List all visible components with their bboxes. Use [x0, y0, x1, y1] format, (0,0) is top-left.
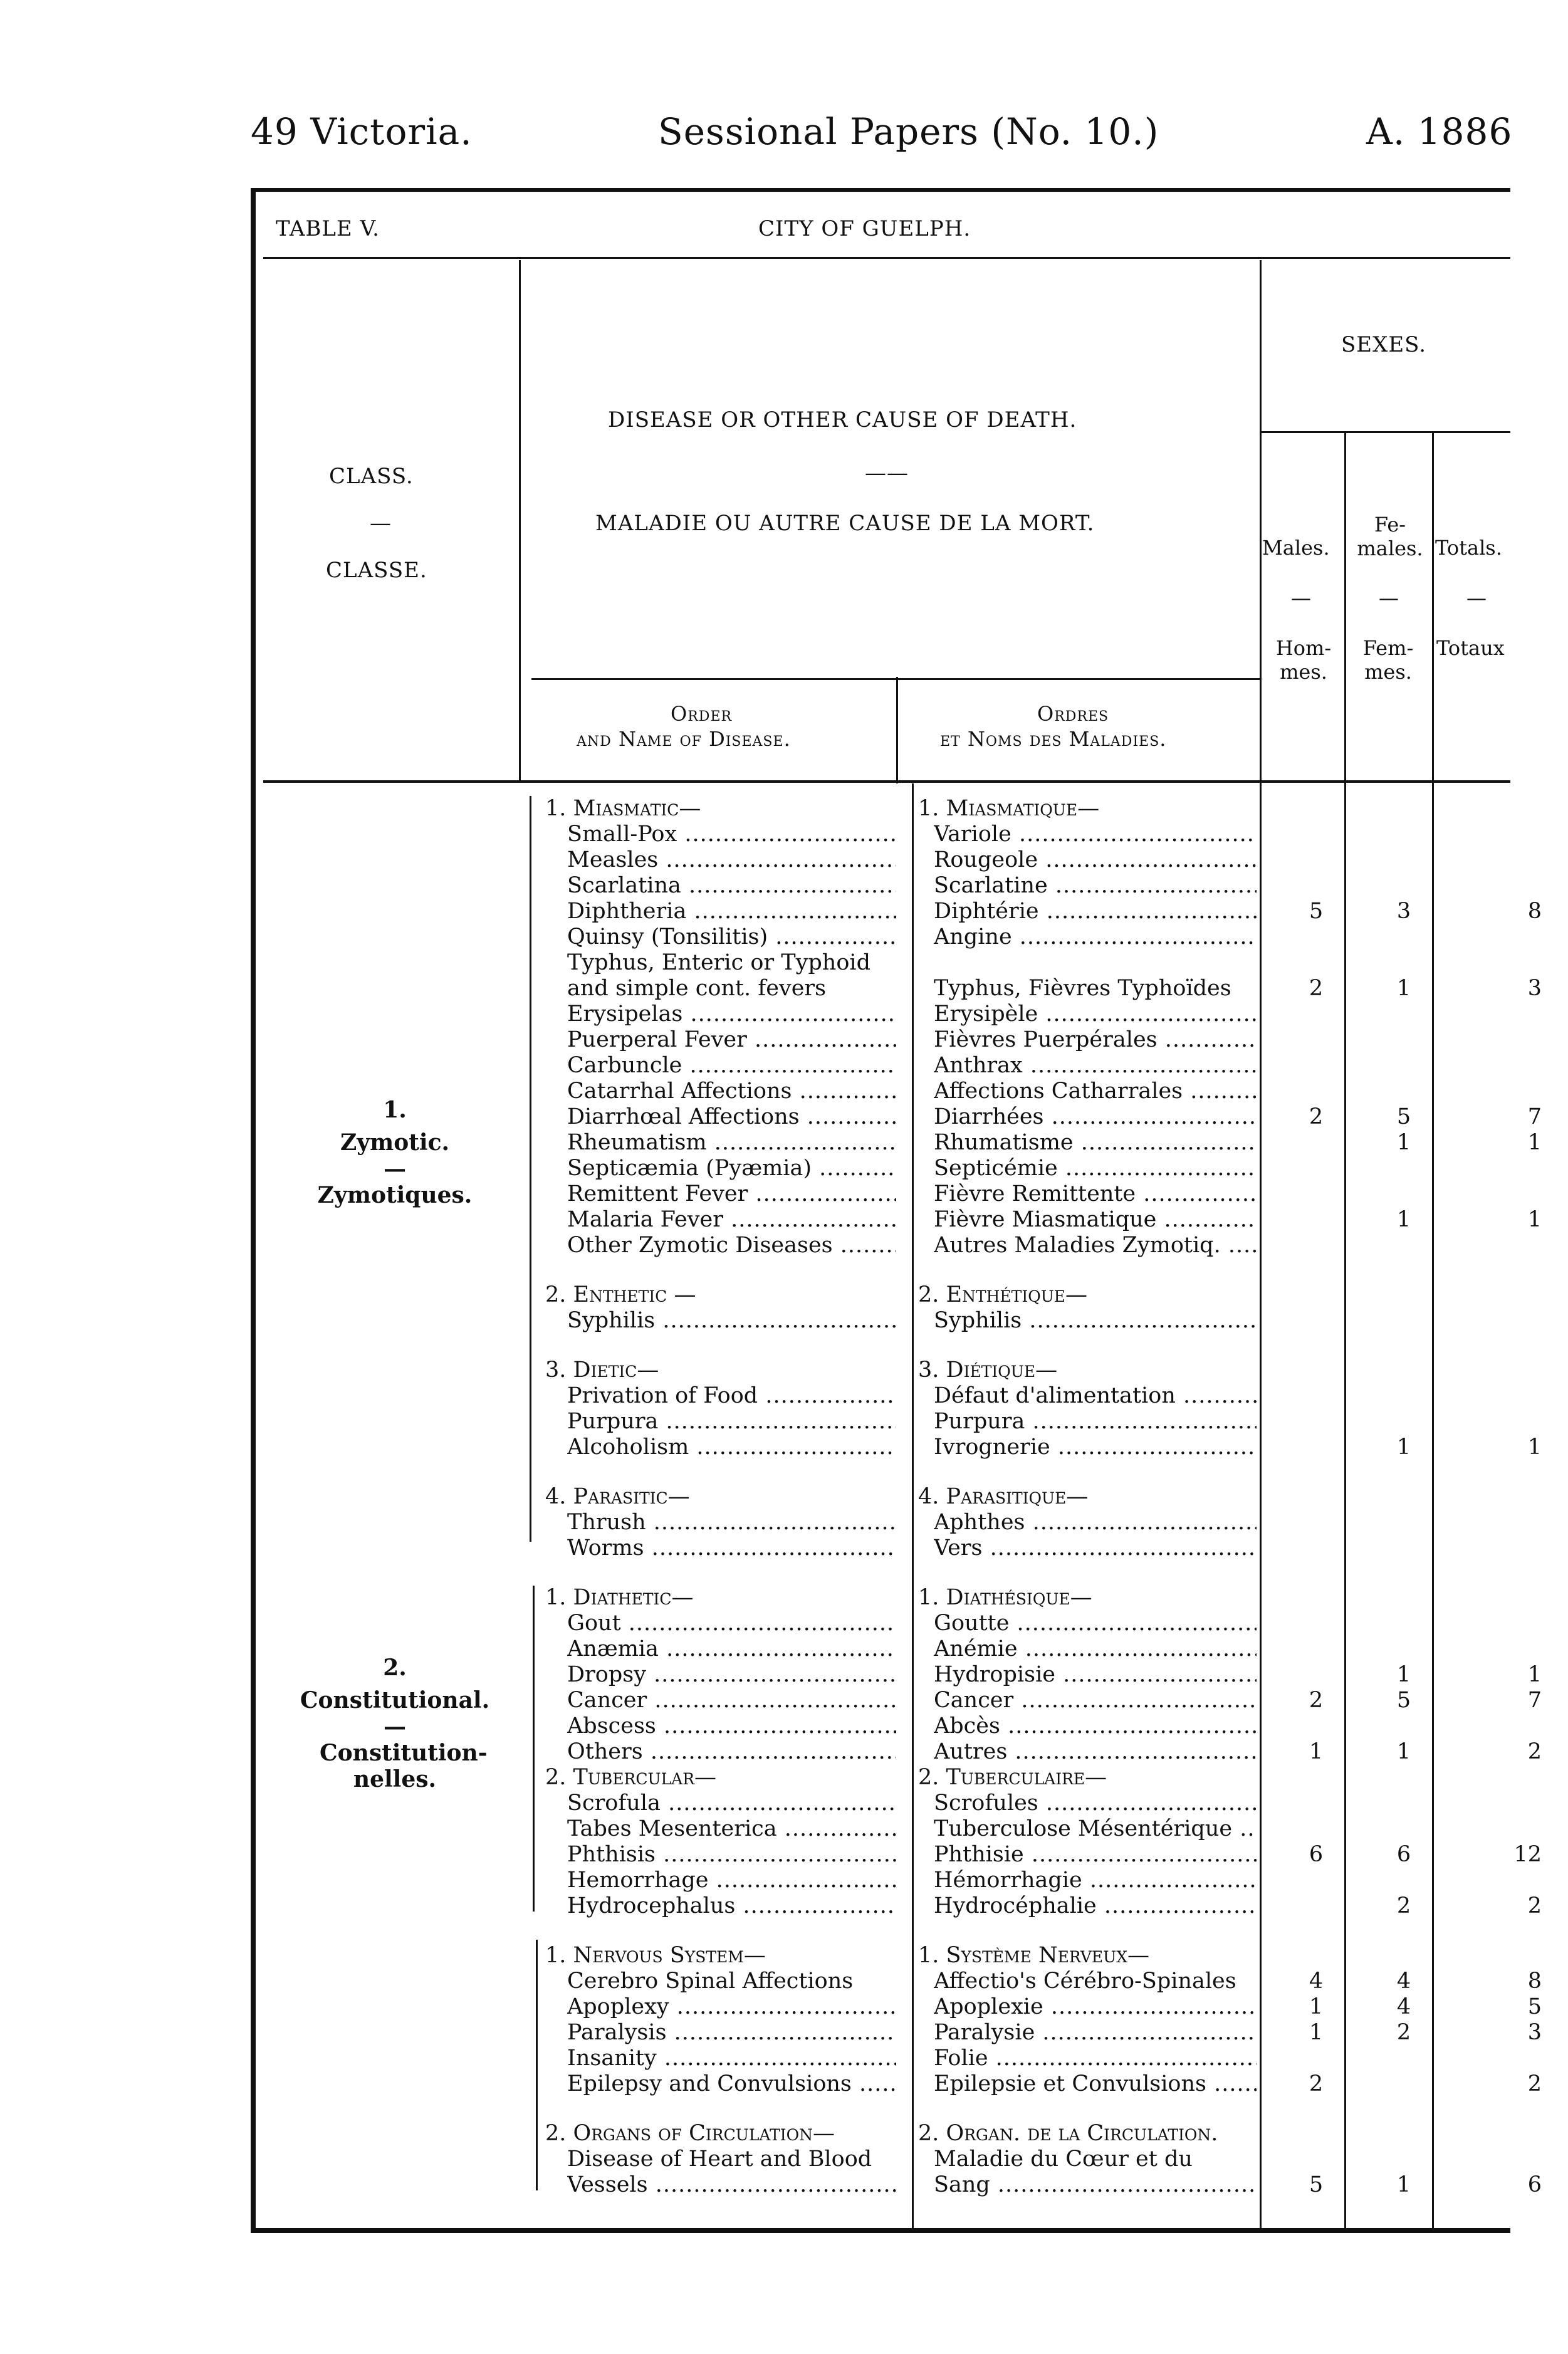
males-dash: —: [1291, 586, 1311, 610]
totals-header: Totals.: [1435, 536, 1502, 560]
group-row: [0, 796, 1567, 822]
males-count: 1: [1309, 1994, 1324, 2019]
disease-name-en: Others .....: [567, 1739, 896, 1765]
disease-name-fr: Folie .....: [934, 2046, 1257, 2071]
table-row: [0, 1636, 1567, 1662]
group-row: [0, 1585, 1567, 1611]
table-row: [0, 1207, 1567, 1233]
bottom-rule: [251, 2228, 1510, 2233]
disease-name-en: Puerperal Fever .....: [567, 1027, 896, 1053]
females-count: 1: [1396, 2172, 1411, 2197]
females-count: 1: [1396, 976, 1411, 1001]
females-count: 3: [1396, 899, 1411, 924]
females-dash: —: [1379, 586, 1399, 610]
disease-name-fr: Hydrocéphalie .....: [934, 1893, 1257, 1919]
totals-count: 8: [1527, 899, 1542, 924]
disease-name-fr: Goutte .....: [934, 1611, 1257, 1636]
disease-name-fr: Typhus, Fièvres Typhoïdes: [934, 976, 1231, 1001]
sexes-header: SEXES.: [1341, 332, 1427, 357]
disease-name-en: 2. Tubercular—: [545, 1765, 717, 1790]
totals-count: 1: [1527, 1662, 1542, 1687]
females-count: 2: [1396, 2020, 1411, 2045]
totals-count: 6: [1527, 2172, 1542, 2197]
disease-name-en: Cancer .....: [567, 1688, 896, 1713]
disease-name-fr: Scarlatine .....: [934, 873, 1257, 899]
class-1-dash: —: [384, 1156, 406, 1182]
table-label: TABLE V.: [276, 216, 380, 241]
disease-name-fr: Syphilis .....: [934, 1308, 1257, 1334]
females-header: Fe- males.: [1357, 513, 1423, 560]
disease-name-en: Malaria Fever .....: [567, 1207, 896, 1233]
table-row: [0, 1842, 1567, 1868]
disease-name-fr: 3. Diétique—: [918, 1357, 1058, 1383]
males-count: 1: [1309, 1739, 1324, 1764]
disease-name-fr: Diphtérie .....: [934, 899, 1257, 924]
disease-name-en: Phthisis .....: [567, 1842, 896, 1868]
top-rule: [251, 188, 1510, 192]
table-row: [0, 950, 1567, 976]
totals-dash: —: [1466, 586, 1487, 610]
disease-name-fr: Sang .....: [934, 2172, 1257, 2198]
disease-name-fr: Diarrhées .....: [934, 1104, 1257, 1130]
disease-name-fr: 1. Système Nerveux—: [918, 1943, 1150, 1968]
disease-name-fr: Phthisie .....: [934, 1842, 1257, 1868]
disease-header-dash: ——: [865, 461, 909, 486]
table-row: [0, 1611, 1567, 1636]
table-row: [0, 1535, 1567, 1561]
table-row: [0, 1079, 1567, 1104]
table-row: [0, 924, 1567, 950]
disease-name-en: 2. Organs of Circulation—: [545, 2121, 835, 2146]
disease-name-fr: Erysipèle .....: [934, 1002, 1257, 1027]
table-row: [0, 1233, 1567, 1258]
totals-count: 8: [1527, 1969, 1542, 1994]
table-row: [0, 1994, 1567, 2020]
table-row: [0, 1130, 1567, 1156]
disease-name-en: Typhus, Enteric or Typhoid: [567, 950, 871, 975]
disease-name-fr: Apoplexie .....: [934, 1994, 1257, 2020]
disease-name-fr: Autres Maladies Zymotiq. .....: [934, 1233, 1257, 1258]
males-count: 1: [1309, 2020, 1324, 2045]
table-row: [0, 1969, 1567, 1994]
disease-name-fr: Scrofules .....: [934, 1791, 1257, 1816]
disease-name-en: Privation of Food .....: [567, 1383, 896, 1409]
disease-name-en: Carbuncle .....: [567, 1053, 896, 1079]
class-2-fr: Constitution- nelles.: [320, 1740, 488, 1792]
disease-name-fr: Purpura .....: [934, 1409, 1257, 1435]
table-row: [0, 1435, 1567, 1460]
table-row: [0, 1662, 1567, 1688]
totals-count: 1: [1527, 1130, 1542, 1155]
disease-name-en: Alcoholism .....: [567, 1435, 896, 1460]
disease-name-en: Scarlatina .....: [567, 873, 896, 899]
class-1-num: 1.: [383, 1097, 407, 1123]
table-row: [0, 1308, 1567, 1334]
disease-name-en: Septicæmia (Pyæmia) .....: [567, 1156, 896, 1181]
males-count: 4: [1309, 1969, 1324, 1994]
totals-count: 3: [1527, 976, 1542, 1001]
disease-name-en: Anæmia .....: [567, 1636, 896, 1662]
disease-name-fr: Affections Catharrales .....: [934, 1079, 1257, 1104]
table-row: [0, 1156, 1567, 1181]
disease-name-fr: Anthrax .....: [934, 1053, 1257, 1079]
disease-name-en: Hydrocephalus .....: [567, 1893, 896, 1919]
disease-name-fr: Affectio's Cérébro-Spinales: [934, 1969, 1236, 1994]
disease-name-fr: Rhumatisme .....: [934, 1130, 1257, 1156]
disease-name-en: Cerebro Spinal Affections: [567, 1969, 854, 1994]
group-row: [0, 2121, 1567, 2147]
disease-name-fr: Angine .....: [934, 924, 1257, 950]
table-row: [0, 1868, 1567, 1893]
disease-name-en: Purpura .....: [567, 1409, 896, 1435]
disease-name-en: Diarrhœal Affections .....: [567, 1104, 896, 1130]
disease-name-en: 1. Diathetic—: [545, 1585, 694, 1610]
disease-name-fr: Vers .....: [934, 1535, 1257, 1561]
title-rule: [263, 257, 1510, 259]
femmes-header: Fem- mes.: [1362, 636, 1414, 684]
females-count: 4: [1396, 1994, 1411, 2019]
order-en-2: and Name of Disease.: [577, 727, 791, 751]
disease-name-en: Dropsy .....: [567, 1662, 896, 1688]
females-count: 5: [1396, 1688, 1411, 1713]
table-row: [0, 899, 1567, 924]
disease-name-en: Erysipelas .....: [567, 1002, 896, 1027]
disease-name-en: 4. Parasitic—: [545, 1484, 690, 1509]
totals-count: 5: [1527, 1994, 1542, 2019]
table-row: [0, 1409, 1567, 1435]
disease-name-fr: Epilepsie et Convulsions .....: [934, 2071, 1257, 2097]
class-2-num: 2.: [383, 1655, 407, 1681]
disease-name-en: 1. Miasmatic—: [545, 796, 701, 821]
disease-name-en: 3. Dietic—: [545, 1357, 659, 1383]
col-sep-class: [519, 260, 521, 780]
females-count: 1: [1396, 1130, 1411, 1155]
disease-name-fr: Aphthes .....: [934, 1510, 1257, 1535]
females-count: 1: [1396, 1207, 1411, 1232]
table-row: [0, 1713, 1567, 1739]
table-row: [0, 1383, 1567, 1409]
males-count: 2: [1309, 1688, 1324, 1713]
disease-name-en: Tabes Mesenterica .....: [567, 1816, 896, 1842]
disease-name-en: Epilepsy and Convulsions .....: [567, 2071, 896, 2097]
disease-name-en: 2. Enthetic —: [545, 1282, 696, 1307]
class-header-dash: —: [370, 511, 392, 536]
males-count: 2: [1309, 2071, 1324, 2096]
disease-name-fr: 4. Parasitique—: [918, 1484, 1089, 1509]
disease-name-fr: 2. Organ. de la Circulation.: [918, 2121, 1218, 2146]
disease-name-en: Quinsy (Tonsilitis) .....: [567, 924, 896, 950]
city-title: CITY OF GUELPH.: [758, 216, 971, 241]
table-row: [0, 2071, 1567, 2097]
disease-name-fr: 1. Diathésique—: [918, 1585, 1092, 1610]
group-row: [0, 1765, 1567, 1791]
header-right: A. 1886: [1366, 110, 1513, 153]
order-en-1: Order: [671, 702, 733, 726]
totals-count: 7: [1527, 1688, 1542, 1713]
disease-name-fr: Tuberculose Mésentérique .....: [934, 1816, 1257, 1842]
table-row: [0, 1181, 1567, 1207]
disease-name-en: Apoplexy .....: [567, 1994, 896, 2020]
group-row: [0, 1282, 1567, 1308]
disease-name-en: Worms .....: [567, 1535, 896, 1561]
disease-name-en: Insanity .....: [567, 2046, 896, 2071]
males-count: 5: [1309, 899, 1324, 924]
table-row: [0, 2020, 1567, 2046]
males-header: Males.: [1262, 536, 1330, 560]
sexes-rule: [1260, 431, 1510, 433]
females-count: 1: [1396, 1435, 1411, 1460]
hommes-header: Hom- mes.: [1275, 636, 1332, 684]
disease-name-en: Measles .....: [567, 847, 896, 873]
class-1-fr: Zymotiques.: [317, 1182, 473, 1208]
disease-name-en: Diphtheria .....: [567, 899, 896, 924]
females-count: 1: [1396, 1739, 1411, 1764]
group-row: [0, 1357, 1567, 1383]
disease-name-fr: Ivrognerie .....: [934, 1435, 1257, 1460]
group-row: [0, 1484, 1567, 1510]
class-2-dash: —: [384, 1713, 406, 1740]
disease-name-fr: Maladie du Cœur et du: [934, 2147, 1193, 2172]
order-rule: [531, 678, 1260, 680]
disease-name-fr: Septicémie .....: [934, 1156, 1257, 1181]
disease-name-en: 1. Nervous System—: [545, 1943, 766, 1968]
disease-name-en: Syphilis .....: [567, 1308, 896, 1334]
table-row: [0, 822, 1567, 847]
females-count: 5: [1396, 1104, 1411, 1129]
disease-name-fr: 1. Miasmatique—: [918, 796, 1100, 821]
group-row: [0, 1943, 1567, 1969]
disease-name-fr: Fièvres Puerpérales .....: [934, 1027, 1257, 1053]
table-row: [0, 1816, 1567, 1842]
order-fr-2: et Noms des Maladies.: [940, 727, 1167, 751]
disease-name-fr: Abcès .....: [934, 1713, 1257, 1739]
header-left: 49 Victoria.: [251, 110, 473, 153]
col-sep-fr: [896, 677, 898, 783]
table-row: [0, 2147, 1567, 2172]
disease-name-fr: Défaut d'alimentation .....: [934, 1383, 1257, 1409]
disease-name-fr: Hydropisie .....: [934, 1662, 1257, 1688]
table-row: [0, 1002, 1567, 1027]
disease-name-en: Remittent Fever .....: [567, 1181, 896, 1207]
disease-name-en: Other Zymotic Diseases .....: [567, 1233, 896, 1258]
disease-name-fr: Variole .....: [934, 822, 1257, 847]
disease-name-en: Paralysis .....: [567, 2020, 896, 2046]
table-row: [0, 847, 1567, 873]
totals-count: 7: [1527, 1104, 1542, 1129]
disease-name-en: Scrofula .....: [567, 1791, 896, 1816]
disease-name-en: Thrush .....: [567, 1510, 896, 1535]
disease-name-fr: Anémie .....: [934, 1636, 1257, 1662]
disease-header-fr: MALADIE OU AUTRE CAUSE DE LA MORT.: [595, 511, 1095, 536]
table-row: [0, 1893, 1567, 1919]
totaux-header: Totaux: [1436, 636, 1505, 660]
table-row: [0, 1791, 1567, 1816]
table-row: [0, 1688, 1567, 1713]
disease-name-fr: Cancer .....: [934, 1688, 1257, 1713]
totals-count: 1: [1527, 1207, 1542, 1232]
header-bottom-rule: [263, 780, 1510, 783]
table-row: [0, 976, 1567, 1002]
disease-name-en: Gout .....: [567, 1611, 896, 1636]
totals-count: 12: [1513, 1842, 1542, 1867]
totals-count: 2: [1527, 1893, 1542, 1918]
males-count: 6: [1309, 1842, 1324, 1867]
disease-name-fr: Hémorrhagie .....: [934, 1868, 1257, 1893]
disease-name-fr: 2. Enthétique—: [918, 1282, 1088, 1307]
table-row: [0, 1027, 1567, 1053]
disease-name-fr: Fièvre Miasmatique .....: [934, 1207, 1257, 1233]
males-count: 2: [1309, 1104, 1324, 1129]
disease-name-en: Catarrhal Affections .....: [567, 1079, 896, 1104]
disease-name-en: Abscess .....: [567, 1713, 896, 1739]
disease-name-en: and simple cont. fevers: [567, 976, 827, 1001]
table-row: [0, 2172, 1567, 2198]
disease-name-fr: Rougeole .....: [934, 847, 1257, 873]
class-2-en: Constitutional.: [300, 1687, 490, 1713]
class-header-fr: CLASSE.: [326, 558, 427, 583]
females-count: 6: [1396, 1842, 1411, 1867]
totals-count: 2: [1527, 1739, 1542, 1764]
disease-name-fr: Autres .....: [934, 1739, 1257, 1765]
females-count: 1: [1396, 1662, 1411, 1687]
totals-count: 3: [1527, 2020, 1542, 2045]
table-row: [0, 2046, 1567, 2071]
females-count: 2: [1396, 1893, 1411, 1918]
disease-name-fr: Fièvre Remittente .....: [934, 1181, 1257, 1207]
disease-name-fr: 2. Tuberculaire—: [918, 1765, 1107, 1790]
females-count: 4: [1396, 1969, 1411, 1994]
order-fr-1: Ordres: [1037, 702, 1109, 726]
class-1-en: Zymotic.: [340, 1129, 450, 1156]
class-header-en: CLASS.: [329, 464, 414, 489]
table-row: [0, 1104, 1567, 1130]
table-row: [0, 873, 1567, 899]
table-row: [0, 1053, 1567, 1079]
disease-name-en: Hemorrhage .....: [567, 1868, 896, 1893]
disease-name-en: Disease of Heart and Blood: [567, 2147, 872, 2172]
disease-header-en: DISEASE OR OTHER CAUSE OF DEATH.: [608, 407, 1077, 432]
males-count: 2: [1309, 976, 1324, 1001]
table-row: [0, 1739, 1567, 1765]
disease-name-en: Rheumatism .....: [567, 1130, 896, 1156]
disease-name-en: Small-Pox .....: [567, 822, 896, 847]
disease-name-fr: Paralysie .....: [934, 2020, 1257, 2046]
disease-name-en: Vessels .....: [567, 2172, 896, 2198]
totals-count: 2: [1527, 2071, 1542, 2096]
males-count: 5: [1309, 2172, 1324, 2197]
totals-count: 1: [1527, 1435, 1542, 1460]
header-center: Sessional Papers (No. 10.): [658, 110, 1159, 153]
table-row: [0, 1510, 1567, 1535]
